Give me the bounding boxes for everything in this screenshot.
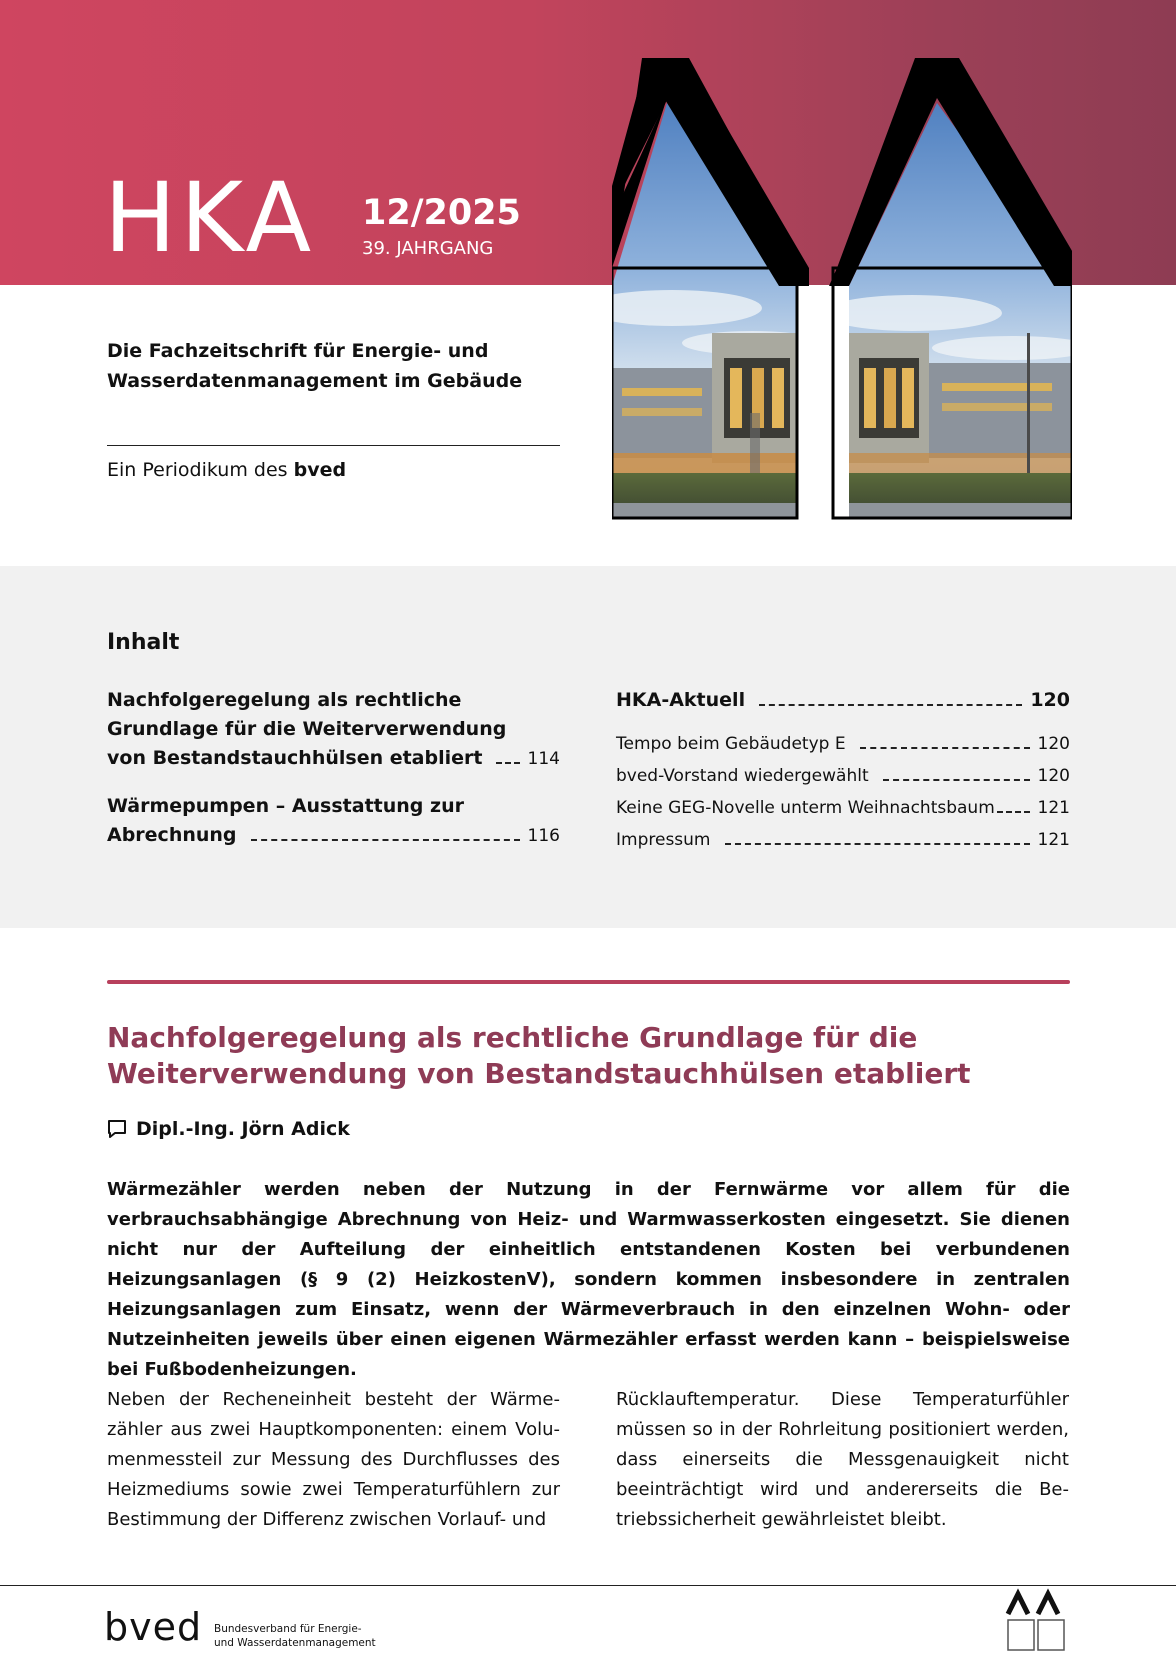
toc-page-number: 120 xyxy=(1037,766,1070,786)
magazine-tagline: Die Fachzeitschrift für Energie- und Wasserdatenmanagement im Gebäude xyxy=(107,340,523,392)
article-title: Nachfolgeregelung als rechtliche Grundlage für die Weiterverwendung von Bestandstauchhülsen etabliert xyxy=(107,1021,971,1090)
toc-subentry[interactable] xyxy=(616,764,1070,788)
toc-entry-title-line: Grundlage für die Weiterverwendung xyxy=(107,718,507,740)
article-lead: Wärmezähler werden neben der Nutzung in der Fernwärme vor allem für die verbrauchsabhängige Abrechnung von Heiz- und Warmwasserkosten eingesetzt. Sie dienen nicht nur der Aufteilung der einheitlich entstandenen Kosten bei verbundenen Heizungsanlagen (§ 9 (2) HeizkostenV), sondern kommen insbesondere in zentralen Heizungsanlagen zum Einsatz, wenn der Wärmeverbrauch in den einzelnen Wohn- oder Nutzeinheiten jeweils über einen eigenen Wärmezähler erfasst werden kann – beispielsweise bei Fußbodenheizungen. xyxy=(107,1179,1070,1380)
toc-leader xyxy=(997,811,1030,813)
toc-subentry[interactable] xyxy=(616,732,1070,756)
footer-organization xyxy=(214,1622,414,1650)
footer-org-line: Bundesverband für Energie- xyxy=(214,1623,362,1635)
toc-page-number: 120 xyxy=(1037,734,1070,754)
issue-number: 12/2025 xyxy=(362,193,521,233)
footer-divider xyxy=(0,1585,1176,1586)
toc-leader xyxy=(496,762,519,764)
toc-entry-title-line: Wärmepumpen – Ausstattung zur xyxy=(107,795,464,817)
footer-brand-logo: bved xyxy=(104,1605,203,1649)
toc-entry-hka-aktuell[interactable] xyxy=(616,686,1070,715)
toc-subentry-title: Tempo beim Gebäudetyp E xyxy=(616,734,846,754)
toc-subentry[interactable] xyxy=(616,796,1070,820)
toc-page-number: 121 xyxy=(1037,830,1070,850)
toc-entry-title-line: Nachfolgeregelung als rechtliche xyxy=(107,689,462,711)
author-name: Dipl.-Ing. Jörn Adick xyxy=(136,1118,350,1140)
tagline-divider xyxy=(107,445,560,446)
toc-subentry[interactable] xyxy=(616,828,1070,852)
publisher-line xyxy=(107,459,346,481)
toc-entry-nachfolgeregelung[interactable] xyxy=(107,686,560,774)
toc-subentry-title: Keine GEG-Novelle unterm Weihnachtsbaum xyxy=(616,798,995,818)
publisher-prefix: Ein Periodikum des xyxy=(107,459,288,481)
toc-page-number: 116 xyxy=(527,826,560,846)
toc-entry-waermepumpen[interactable] xyxy=(107,792,560,851)
contents-title: Inhalt xyxy=(107,630,180,655)
issue-volume: 39. JAHRGANG xyxy=(362,238,494,259)
gable-logo-icon xyxy=(1004,1586,1072,1654)
toc-subentry-title: bved-Vorstand wiedergewählt xyxy=(616,766,869,786)
toc-leader xyxy=(860,747,1030,749)
toc-leader xyxy=(725,843,1030,845)
article-body-column-left: Neben der Recheneinheit besteht der Wärmezähler aus zwei Hauptkomponenten: einem Volumenmessteil zur Messung des Durchflusses des Heizmediums sowie zwei Temperaturfühlern zur Bestimmung der Differenz zwischen Vorlauf- und xyxy=(107,1389,560,1530)
cover-building-photo xyxy=(612,58,1072,528)
magazine-logo: HKA xyxy=(104,162,316,274)
article-divider xyxy=(107,980,1070,984)
toc-leader xyxy=(251,839,520,841)
toc-leader xyxy=(759,704,1022,706)
article-body-column-right: Rücklauftemperatur. Diese Temperaturfühler müssen so in der Rohrleitung positioniert werden, dass einerseits die Messgenauigkeit nicht beeinträchtigt wird und andererseits die Betriebssicherheit gewährleistet bleibt. xyxy=(616,1389,1069,1530)
article-author xyxy=(107,1118,350,1140)
toc-entry-title: HKA-Aktuell xyxy=(616,689,746,711)
speech-bubble-icon xyxy=(107,1119,127,1139)
toc-entry-title-line: Abrechnung xyxy=(107,824,237,846)
toc-leader xyxy=(883,779,1030,781)
footer-org-line: und Wasserdatenmanagement xyxy=(214,1637,376,1649)
publisher-name: bved xyxy=(293,459,347,481)
toc-page-number: 114 xyxy=(527,749,560,769)
toc-entry-title-line: von Bestandstauchhülsen etabliert xyxy=(107,747,483,769)
toc-subentry-title: Impressum xyxy=(616,830,711,850)
toc-page-number: 121 xyxy=(1037,798,1070,818)
toc-page-number: 120 xyxy=(1030,689,1070,711)
